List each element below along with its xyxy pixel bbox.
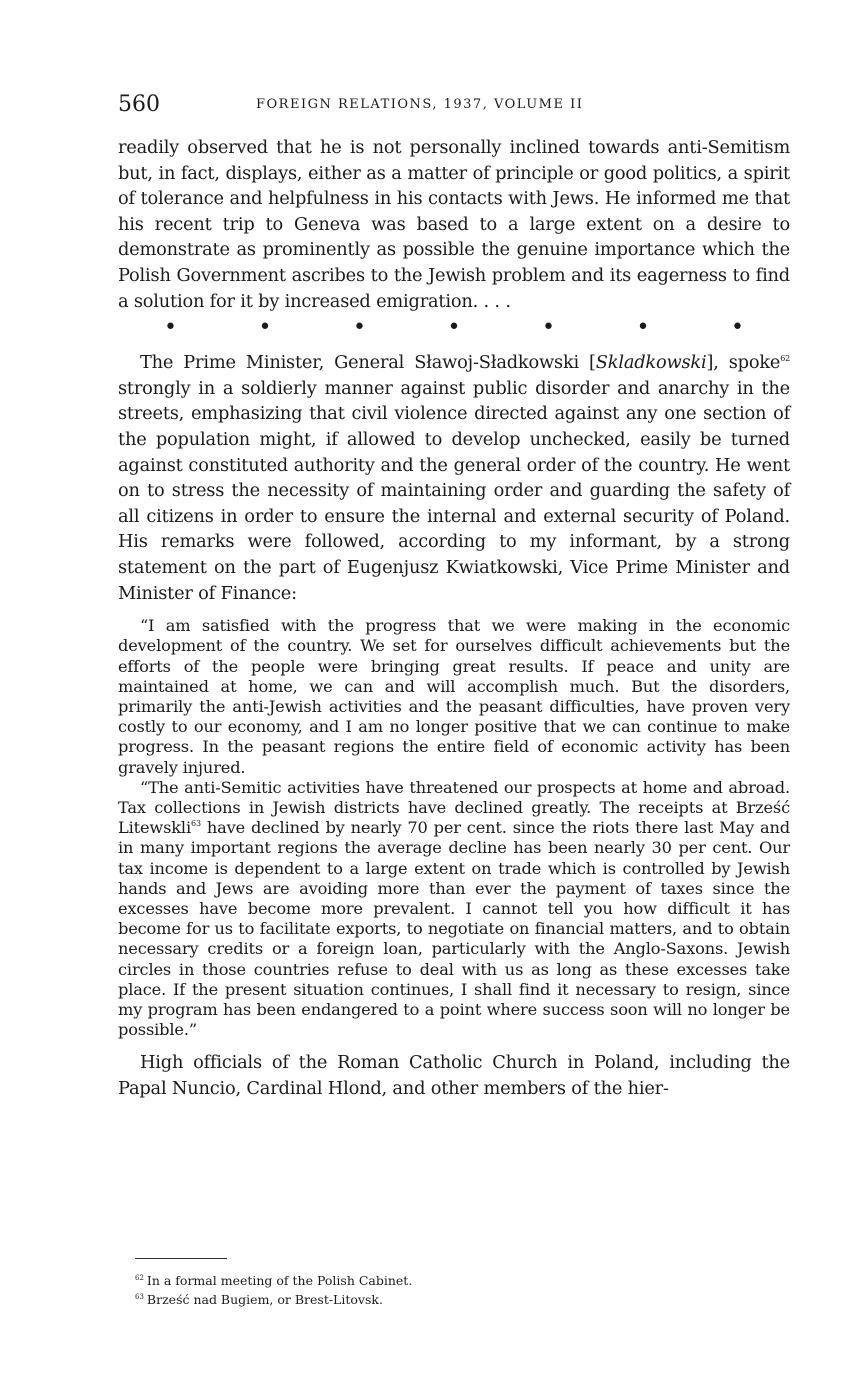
text-run: have declined by nearly 70 per cent. since the riots there last May and in many important regions the average decline has been nearly 30 per cent. Our tax income is dependent to a large extent on trade which is controlled by Jewish hands and Jews are avoiding more than ever the payment of taxes since the excesses have become more prevalent. I cannot tell you how difficult it has become for us to facilitate exports, to negotiate on financial matters, and to obtain necessary credits or a foreign loan, particularly with the Anglo-Saxons. Jewish circles in those countries refuse to deal with us as long as these excesses take place. If the present situation continues, I shall find it necessary to resign, since my program has been endangered to a point where success soon will no longer be possible.” [118,818,790,1040]
text-run: ], spoke [706,352,781,374]
footnote-62 [135,1270,735,1289]
footnote-ref-62[interactable]: 62 [780,354,791,364]
page-header [118,92,790,124]
running-head: FOREIGN RELATIONS, 1937, VOLUME II [256,97,584,112]
footnote-mark: 63 [135,1293,144,1301]
omission-dot: • [636,315,650,341]
text-run: The Prime Minister, General Sławoj-Sładkowski [ [140,352,596,374]
quote-paragraph-1: “I am satisfied with the progress that we were making in the economic development of the country. We set for ourselves difficult achievements but the efforts of the people were bringing great results. If peace and unity are maintained at home, we can and will accomplish much. But the disorders, primarily the anti-Jewish activities and the peasant difficulties, have proven very costly to our economy, and I am no longer positive that we can continue to make progress. In the peasant regions the entire field of economic activity has been gravely injured. [118,616,790,777]
omission-dot: • [731,315,744,341]
footnote-rule [135,1258,227,1259]
footnote-ref-63[interactable]: 63 [191,819,201,829]
body-text [118,135,790,1102]
omission-dot: • [258,315,272,341]
omission-dot: • [164,315,177,341]
italic-name: Skladkowski [595,352,707,374]
paragraph-church-officials: High officials of the Roman Catholic Church in Poland, including the Papal Nuncio, Cardinal Hlond, and other members of the hier- [118,1052,790,1099]
omission-dot: • [542,315,555,341]
text-run: strongly in a soldierly manner against public disorder and anarchy in the streets, emphasizing that civil violence directed against any one section of the population might, if allowed to develop unchecked, easily be turned against constituted authority and the general order of the country. He went on to stress the necessity of maintaining order and guarding the safety of all citizens in order to ensure the internal and external security of Poland. His remarks were followed, according to my informant, by a strong statement on the part of Eugenjusz Kwiatkowski, Vice Prime Minister and Minister of Finance: [118,377,790,604]
footnote-text: In a formal meeting of the Polish Cabinet. [146,1273,413,1288]
paragraph-prime-minister [118,350,790,606]
quote-paragraph-2 [118,778,790,1041]
omission-dots [118,315,790,341]
block-quote [118,616,790,1040]
footnote-text: Brześć nad Bugiem, or Brest-Litovsk. [146,1292,383,1307]
footnotes [135,1270,735,1308]
paragraph-continued: readily observed that he is not personally inclined towards anti-Semitism but, in fact, displays, either as a matter of principle or good politics, a spirit of tolerance and helpfulness in his contacts with Jews. He informed me that his recent trip to Geneva was based to a large extent on a desire to demonstrate as prominently as possible the genuine importance which the Polish Government ascribes to the Jewish problem and its eagerness to find a solution for it by increased emigration. . . . [118,137,790,312]
text-run: “The anti-Semitic activities have threatened our prospects at home and abroad. Tax collections in Jewish districts have declined greatly. The receipts at Brześć Litewskli [118,777,790,838]
footnote-mark: 62 [135,1274,144,1282]
omission-dot: • [353,315,366,341]
page-number: 560 [118,92,160,117]
omission-dot: • [447,315,461,341]
footnote-63 [135,1289,735,1308]
